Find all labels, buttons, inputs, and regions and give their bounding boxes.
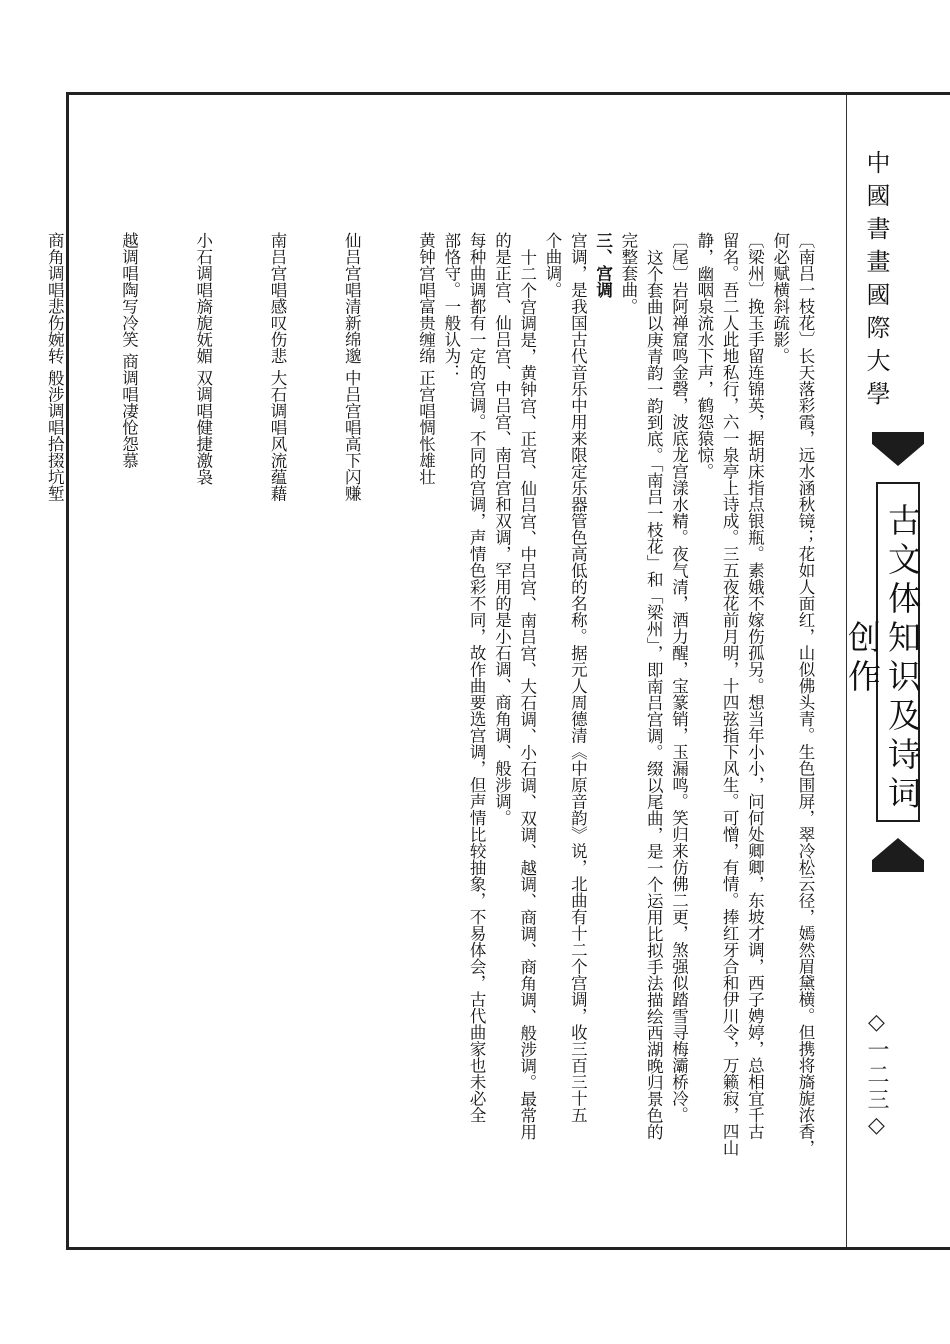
mode-row — [67, 232, 141, 1232]
verse-line: 留名。吾二人此地私行，六一泉亭上诗成。三五夜花前月明，十四弦指下风生。可憎，有情。捧红牙合和伊川令，万籁寂，四山 — [720, 232, 740, 1156]
paragraph: 十二个宫调是，黄钟宫、正宫、仙吕宫、中吕宫、南吕宫、大石调、小石调、双调、越调、商调、商角调、般涉调。最常用 — [517, 248, 537, 1140]
mode-row — [364, 232, 438, 1232]
verse-line: 〔尾〕岩阿禅窟鸣金磬，波底龙宫漾水精。夜气清，酒力醒，宝篆销，玉漏鸣。笑归来仿佛二更，煞强似踏雪寻梅灞桥冷。 — [669, 232, 689, 1123]
mode-entry: 越调唱陶写冷笑 — [119, 232, 139, 348]
paragraph: 完整套曲。 — [618, 232, 638, 315]
verse-line: 何必赋横斜疏影。 — [770, 232, 790, 364]
mode-entry: 黄钟宫唱富贵缠绵 — [416, 232, 436, 364]
paragraph: 的是正宫、仙吕宫、中吕宫、南吕宫和双调，罕用的是小石调、商角调、般涉调。 — [492, 232, 512, 826]
title-box — [843, 482, 922, 822]
mode-row — [0, 232, 67, 1232]
paragraph: 这个套曲以庚青韵一韵到底。「南吕一枝花」和「梁州」，即南吕宫调。缀以尾曲，是一个运用比拟手法描绘西湖晚归景色的 — [644, 248, 664, 1140]
mode-entry: 大石调唱风流蕴藉 — [268, 369, 288, 502]
mode-row — [216, 232, 290, 1232]
verse-line: 〔梁州〕挽玉手留连锦英，据胡床指点银瓶。素娥不嫁伤孤另。想当年小小，问何处卿卿，东坡才调，西子娉婷，总相宜千古 — [745, 232, 765, 1140]
mode-row — [290, 232, 364, 1232]
mode-entry: 商调唱凄怆怨慕 — [119, 352, 139, 469]
mode-entry: 双调唱健捷激袅 — [193, 369, 213, 485]
body-text — [45, 232, 818, 1232]
title-foot-ornament — [872, 838, 924, 872]
verse-line: 静，幽咽泉流水下声，鹤怨猿惊。 — [694, 232, 714, 480]
university-name: 中國書畫國際大學 — [862, 150, 890, 414]
mode-entry: 商角调唱悲伤婉转 — [45, 232, 65, 364]
mode-row — [142, 232, 216, 1232]
mode-entry: 南吕宫唱感叹伤悲 — [268, 232, 288, 364]
mode-entry: 小石调唱旖旎妩媚 — [193, 232, 213, 364]
verse-line: 〔南吕一枝花〕长天落彩霞，远水涵秋镜；花如人面红，山似佛头青。生色围屏，翠冷松云径，嫣然眉黛横。但携将旖旎浓香， — [796, 232, 815, 1156]
mode-entry: 中吕宫唱高下闪赚 — [342, 369, 362, 502]
section-heading: 三、宫调 — [593, 232, 613, 298]
title-cap-ornament — [872, 432, 924, 466]
paragraph: 部恪守。一般认为： — [441, 232, 461, 381]
paragraph: 每种曲调都有一定的宫调。不同的宫调，声情色彩不同，故作曲要选宫调，但声情比较抽象，不易体会，古代曲家也未必全 — [467, 232, 487, 1123]
book-title-block — [843, 432, 924, 872]
paragraph: 宫调，是我国古代音乐中用来限定乐器管色高低的名称。据元人周德清《中原音韵》说，北曲有十二个宫调，收三百三十五 — [568, 232, 588, 1123]
mode-entry: 般涉调唱拾掇坑堑 — [45, 369, 65, 502]
mode-entry: 仙吕宫唱清新绵邈 — [342, 232, 362, 364]
book-title: 古文体知识及诗词创作 — [843, 503, 922, 815]
paragraph: 个曲调。 — [543, 232, 563, 298]
page-number: ◇一二三◇ — [864, 1010, 889, 1141]
mode-entry: 正宫唱惆怅雄壮 — [416, 369, 436, 485]
